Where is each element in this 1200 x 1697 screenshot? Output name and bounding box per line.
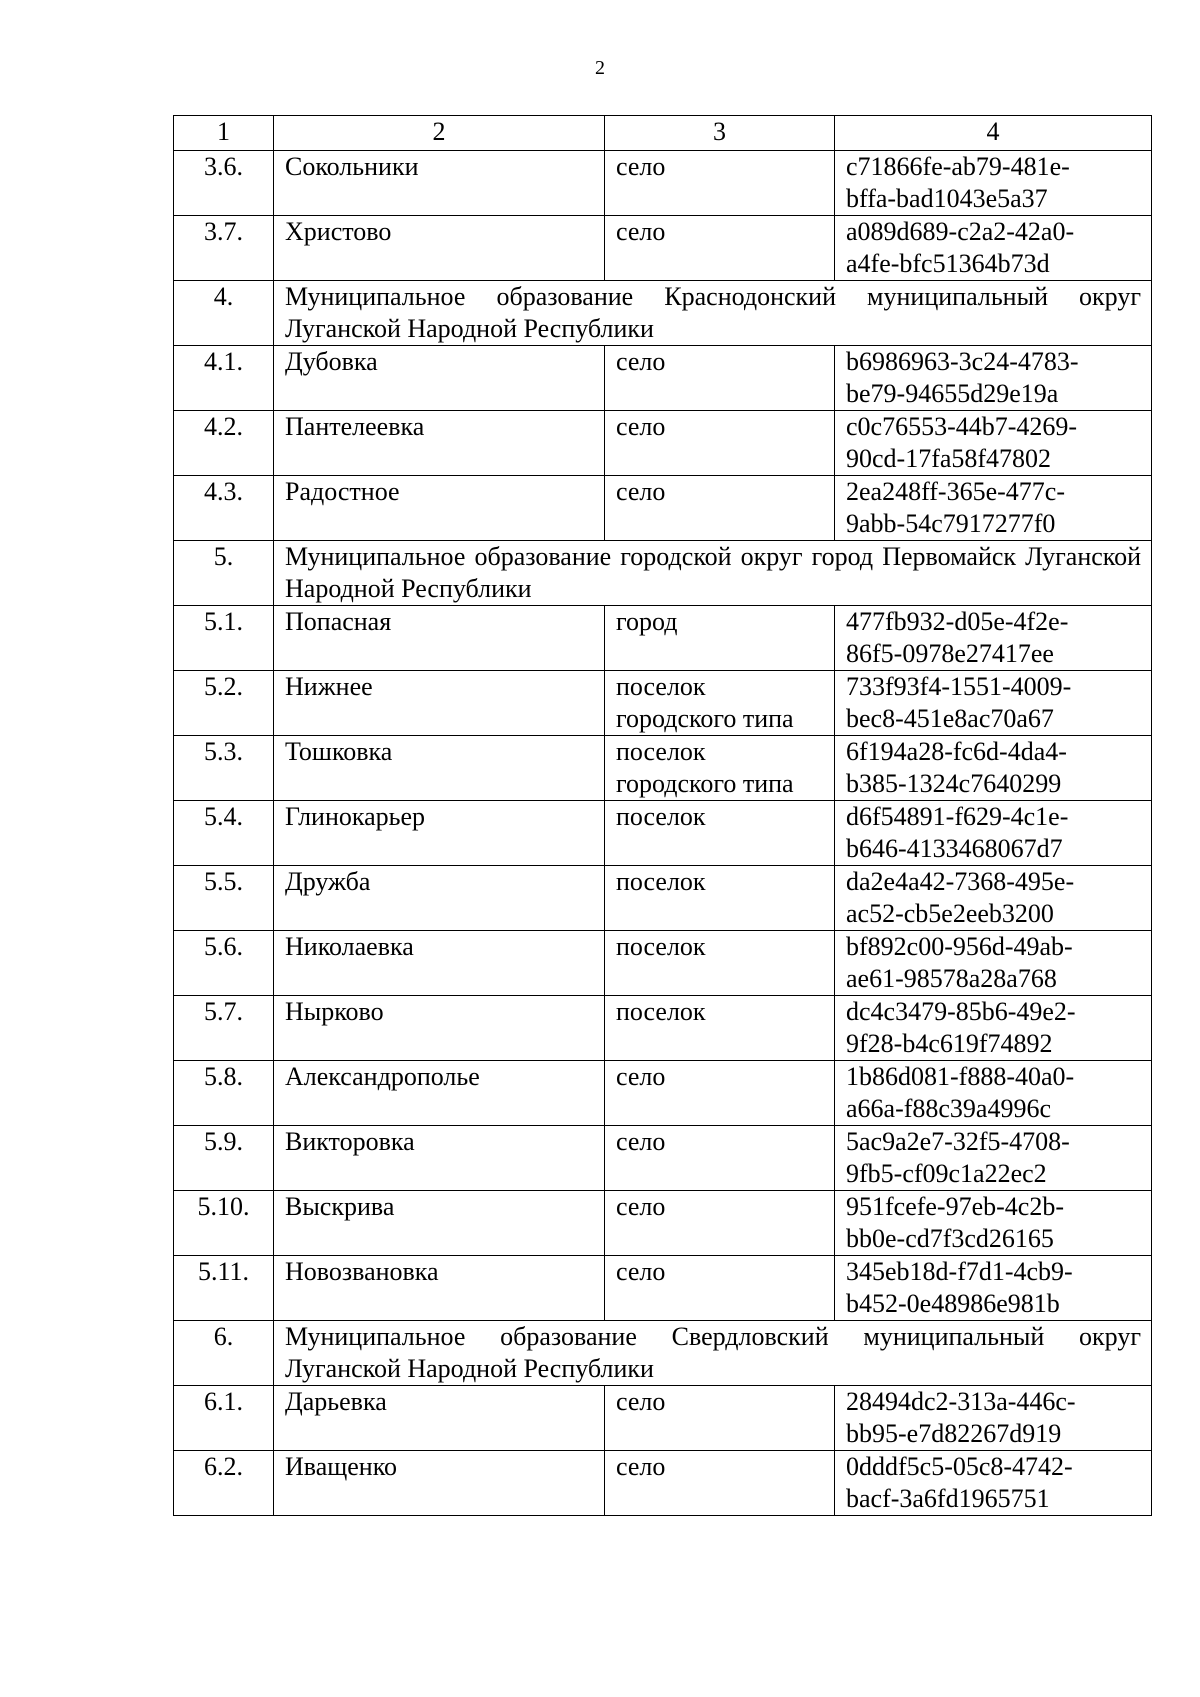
- row-number: 4.1.: [174, 346, 274, 411]
- table-row: [174, 476, 1152, 541]
- settlement-name: Нырково: [274, 996, 605, 1061]
- table-row: [174, 216, 1152, 281]
- settlement-guid: [835, 1191, 1152, 1256]
- row-number: 6.1.: [174, 1386, 274, 1451]
- guid-line: 9f28-b4c619f74892: [846, 1029, 1053, 1058]
- page-number: 2: [595, 57, 605, 79]
- guid-line: 9fb5-cf09c1a22ec2: [846, 1159, 1047, 1188]
- row-number: 5.2.: [174, 671, 274, 736]
- settlement-name: Александрополье: [274, 1061, 605, 1126]
- section-title: Муниципальное образование городской округ город Первомайск Луганской Народной Республики: [274, 541, 1152, 606]
- section-row: [174, 1321, 1152, 1386]
- guid-line: 2ea248ff-365e-477c-: [846, 477, 1065, 506]
- table-row: [174, 1126, 1152, 1191]
- section-row: [174, 541, 1152, 606]
- table-row: [174, 1191, 1152, 1256]
- settlement-guid: [835, 996, 1152, 1061]
- settlement-name: Николаевка: [274, 931, 605, 996]
- guid-line: a4fe-bfc51364b73d: [846, 249, 1050, 278]
- guid-line: bf892c00-956d-49ab-: [846, 932, 1073, 961]
- table-row: [174, 411, 1152, 476]
- settlement-guid: [835, 866, 1152, 931]
- section-title: Муниципальное образование Свердловский муниципальный округ Луганской Народной Республики: [274, 1321, 1152, 1386]
- table-row: [174, 1256, 1152, 1321]
- column-header: 1: [174, 116, 274, 151]
- settlement-type: поселок: [605, 866, 835, 931]
- settlement-type: село: [605, 1451, 835, 1516]
- settlement-type: село: [605, 346, 835, 411]
- settlement-name: Сокольники: [274, 151, 605, 216]
- table-row: [174, 736, 1152, 801]
- guid-line: 1b86d081-f888-40a0-: [846, 1062, 1075, 1091]
- row-number: 5.1.: [174, 606, 274, 671]
- guid-line: be79-94655d29e19a: [846, 379, 1059, 408]
- section-row: [174, 281, 1152, 346]
- row-number: 5.7.: [174, 996, 274, 1061]
- column-header: 2: [274, 116, 605, 151]
- column-header: 3: [605, 116, 835, 151]
- settlement-type: поселок: [605, 996, 835, 1061]
- guid-line: ae61-98578a28a768: [846, 964, 1057, 993]
- row-number: 4.3.: [174, 476, 274, 541]
- settlement-guid: [835, 476, 1152, 541]
- table-row: [174, 346, 1152, 411]
- table-row: [174, 1386, 1152, 1451]
- settlement-type: поселок: [605, 801, 835, 866]
- column-header: 4: [835, 116, 1152, 151]
- guid-line: bec8-451e8ac70a67: [846, 704, 1054, 733]
- settlement-name: Тошковка: [274, 736, 605, 801]
- guid-line: 345eb18d-f7d1-4cb9-: [846, 1257, 1073, 1286]
- settlement-guid: [835, 1061, 1152, 1126]
- guid-line: c71866fe-ab79-481e-: [846, 152, 1070, 181]
- settlement-type: село: [605, 1386, 835, 1451]
- settlement-type: село: [605, 216, 835, 281]
- table-row: [174, 1451, 1152, 1516]
- settlement-type: село: [605, 151, 835, 216]
- settlement-guid: [835, 216, 1152, 281]
- settlement-name: Выскрива: [274, 1191, 605, 1256]
- settlement-guid: [835, 411, 1152, 476]
- guid-line: a66a-f88c39a4996c: [846, 1094, 1052, 1123]
- settlement-type: село: [605, 1191, 835, 1256]
- row-number: 5.11.: [174, 1256, 274, 1321]
- settlement-guid: [835, 801, 1152, 866]
- settlement-type: село: [605, 411, 835, 476]
- settlement-guid: [835, 1256, 1152, 1321]
- guid-line: 733f93f4-1551-4009-: [846, 672, 1072, 701]
- guid-line: bb0e-cd7f3cd26165: [846, 1224, 1054, 1253]
- settlement-name: Викторовка: [274, 1126, 605, 1191]
- guid-line: d6f54891-f629-4c1e-: [846, 802, 1069, 831]
- settlement-guid: [835, 1451, 1152, 1516]
- table-row: [174, 866, 1152, 931]
- guid-line: b385-1324c7640299: [846, 769, 1062, 798]
- guid-line: bb95-e7d82267d919: [846, 1419, 1062, 1448]
- settlement-guid: [835, 151, 1152, 216]
- guid-line: dc4c3479-85b6-49e2-: [846, 997, 1076, 1026]
- guid-line: 9abb-54c7917277f0: [846, 509, 1056, 538]
- row-number: 5.4.: [174, 801, 274, 866]
- row-number: 5.3.: [174, 736, 274, 801]
- row-number: 5.9.: [174, 1126, 274, 1191]
- guid-line: c0c76553-44b7-4269-: [846, 412, 1078, 441]
- row-number: 5.5.: [174, 866, 274, 931]
- settlement-name: Новозвановка: [274, 1256, 605, 1321]
- row-number: 5.8.: [174, 1061, 274, 1126]
- guid-line: 5ac9a2e7-32f5-4708-: [846, 1127, 1070, 1156]
- guid-line: bffa-bad1043e5a37: [846, 184, 1048, 213]
- table-row: [174, 996, 1152, 1061]
- settlement-type: город: [605, 606, 835, 671]
- row-number: 3.6.: [174, 151, 274, 216]
- settlement-type: поселок городского типа: [605, 671, 835, 736]
- settlement-name: Попасная: [274, 606, 605, 671]
- settlement-name: Пантелеевка: [274, 411, 605, 476]
- row-number: 5.10.: [174, 1191, 274, 1256]
- guid-line: 6f194a28-fc6d-4da4-: [846, 737, 1067, 766]
- guid-line: 86f5-0978e27417ee: [846, 639, 1054, 668]
- guid-line: 28494dc2-313a-446c-: [846, 1387, 1076, 1416]
- table-row: [174, 671, 1152, 736]
- settlement-guid: [835, 1126, 1152, 1191]
- settlement-name: Радостное: [274, 476, 605, 541]
- guid-line: 951fcefe-97eb-4c2b-: [846, 1192, 1064, 1221]
- settlement-guid: [835, 931, 1152, 996]
- table-row: [174, 606, 1152, 671]
- guid-line: b452-0e48986e981b: [846, 1289, 1060, 1318]
- guid-line: 0dddf5c5-05c8-4742-: [846, 1452, 1073, 1481]
- settlement-type: село: [605, 1256, 835, 1321]
- row-number: 6.2.: [174, 1451, 274, 1516]
- settlement-guid: [835, 671, 1152, 736]
- row-number: 5.6.: [174, 931, 274, 996]
- guid-line: 477fb932-d05e-4f2e-: [846, 607, 1069, 636]
- guid-line: b6986963-3c24-4783-: [846, 347, 1079, 376]
- settlement-name: Глинокарьер: [274, 801, 605, 866]
- section-number: 4.: [174, 281, 274, 346]
- section-title: Муниципальное образование Краснодонский муниципальный округ Луганской Народной Республики: [274, 281, 1152, 346]
- settlement-name: Иващенко: [274, 1451, 605, 1516]
- guid-line: 90cd-17fa58f47802: [846, 444, 1052, 473]
- guid-line: da2e4a42-7368-495e-: [846, 867, 1075, 896]
- settlement-name: Нижнее: [274, 671, 605, 736]
- guid-line: b646-4133468067d7: [846, 834, 1063, 863]
- guid-line: bacf-3a6fd1965751: [846, 1484, 1050, 1513]
- settlement-type: село: [605, 1061, 835, 1126]
- guid-line: ac52-cb5e2eeb3200: [846, 899, 1054, 928]
- table-row: [174, 801, 1152, 866]
- settlement-type: поселок: [605, 931, 835, 996]
- section-number: 6.: [174, 1321, 274, 1386]
- settlement-type: село: [605, 1126, 835, 1191]
- column-header-row: [174, 116, 1152, 151]
- table-row: [174, 931, 1152, 996]
- table-row: [174, 151, 1152, 216]
- settlement-name: Дарьевка: [274, 1386, 605, 1451]
- settlement-type: поселок городского типа: [605, 736, 835, 801]
- settlement-name: Дружба: [274, 866, 605, 931]
- row-number: 3.7.: [174, 216, 274, 281]
- settlements-table: [173, 115, 1152, 1516]
- row-number: 4.2.: [174, 411, 274, 476]
- table-row: [174, 1061, 1152, 1126]
- settlement-guid: [835, 736, 1152, 801]
- settlement-guid: [835, 1386, 1152, 1451]
- settlement-name: Дубовка: [274, 346, 605, 411]
- settlement-guid: [835, 606, 1152, 671]
- settlement-guid: [835, 346, 1152, 411]
- section-number: 5.: [174, 541, 274, 606]
- guid-line: a089d689-c2a2-42a0-: [846, 217, 1075, 246]
- settlement-name: Христово: [274, 216, 605, 281]
- table-body: [174, 116, 1152, 1516]
- settlement-type: село: [605, 476, 835, 541]
